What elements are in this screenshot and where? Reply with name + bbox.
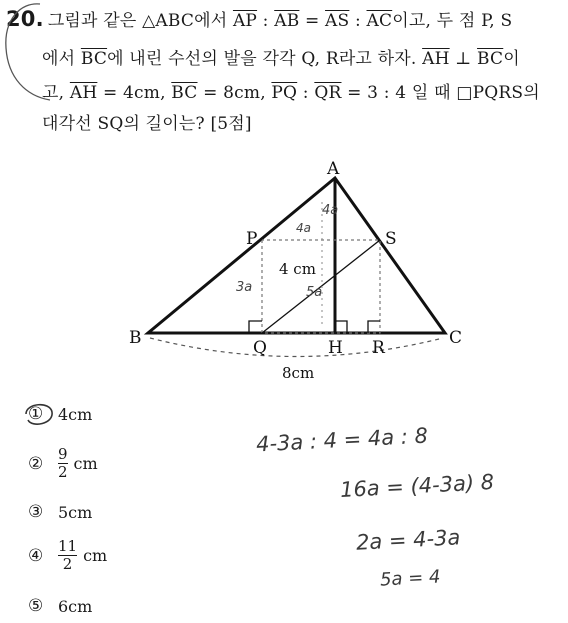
hw-ah-small: 4a: [296, 221, 311, 235]
overlined-segment: $\overline{PQ}$: [271, 83, 298, 103]
hw-work-line: 5a = 4: [379, 566, 441, 591]
question-line-1: [6, 6, 512, 31]
choice-fraction: [58, 538, 77, 573]
label-a: A: [327, 159, 340, 179]
hw-left-side: 3a: [236, 280, 253, 295]
question-line-3: [42, 78, 540, 103]
overlined-segment: $\overline{AP}$: [232, 11, 258, 31]
question-line-4: [42, 109, 252, 134]
triangle-abc: [148, 178, 445, 333]
choice-unit: cm: [83, 546, 108, 565]
hw-work-line: 4-3a : 4 = 4a : 8: [255, 423, 429, 457]
base-arc: [150, 338, 443, 357]
choice-value: 5cm: [58, 502, 93, 522]
overlined-segment: $\overline{AH}$: [69, 83, 98, 103]
choice-number: ③: [28, 502, 44, 522]
choice-unit: cm: [73, 454, 98, 473]
right-angle-q: [249, 321, 262, 333]
question-line-content: 고, $\overline{AH} = 4cm$, $\overline{BC} = 8cm$, $\overline{PQ}$ : $\overline{QR} = 3$ : 4 일 때 □PQRS의: [42, 83, 540, 103]
fraction-denominator: 2: [58, 463, 68, 481]
overlined-segment: $\overline{AS}$: [325, 11, 350, 31]
label-s: S: [385, 229, 397, 249]
choice-3[interactable]: [28, 502, 92, 522]
hw-ah-upper: 4a: [322, 203, 339, 218]
label-h: H: [328, 338, 343, 358]
choice-number: ②: [28, 453, 44, 474]
overlined-segment: $\overline{BC}$: [171, 83, 198, 103]
overlined-segment: $\overline{AB}$: [274, 11, 300, 31]
choice-number: ⑤: [28, 596, 44, 616]
overlined-segment: $\overline{BC}$: [80, 49, 108, 69]
choice-value: 4cm: [58, 404, 93, 424]
overlined-segment: $\overline{AH}$: [422, 49, 450, 69]
choice-number: ①: [28, 404, 44, 424]
label-b: B: [129, 328, 142, 348]
fraction-numerator: 11: [58, 537, 78, 555]
question-line-content: 대각선 SQ의 길이는? [5점]: [42, 114, 252, 134]
choice-4[interactable]: [28, 538, 107, 573]
hw-work-line: 16a = (4-3a) 8: [339, 469, 495, 503]
question-line-content: 그림과 같은 △ABC에서 $\overline{AP}$ : $\overline{AB} = \overline{AS}$ : $\overline{AC}$이고, 두 점 P, S: [47, 11, 513, 31]
choice-2[interactable]: [28, 446, 98, 481]
label-r: R: [372, 338, 385, 358]
overlined-segment: $\overline{AC}$: [366, 11, 393, 31]
choice-5[interactable]: [28, 596, 92, 616]
label-c: C: [449, 328, 463, 348]
height-label: 4 cm: [279, 260, 316, 278]
label-p: P: [246, 229, 258, 249]
question-line-2: [42, 44, 520, 69]
label-q: Q: [253, 338, 267, 358]
choice-number: ④: [28, 545, 44, 566]
right-angle-h: [335, 321, 347, 333]
overlined-segment: $\overline{BC}$: [477, 49, 504, 69]
question-line-content: 에서 $\overline{BC}$에 내린 수선의 발을 각각 Q, R라고 하자. $\overline{AH}$ ⊥ $\overline{BC}$이: [42, 49, 520, 69]
choice-fraction: [58, 446, 68, 481]
question-number: 20.: [6, 7, 44, 31]
overlined-segment: $\overline{QR}$: [314, 83, 342, 103]
choice-value: 6cm: [58, 596, 93, 616]
hw-work-line: 2a = 4-3a: [355, 525, 461, 555]
triangle-diagram: [0, 150, 568, 390]
hw-center: 5a: [306, 285, 323, 300]
fraction-numerator: 9: [58, 445, 68, 463]
base-label: 8cm: [282, 364, 315, 382]
pencil-circle-answer: [20, 398, 60, 430]
pencil-circle-mark: [0, 0, 60, 110]
right-angle-r: [368, 321, 380, 333]
fraction-denominator: 2: [62, 555, 73, 573]
